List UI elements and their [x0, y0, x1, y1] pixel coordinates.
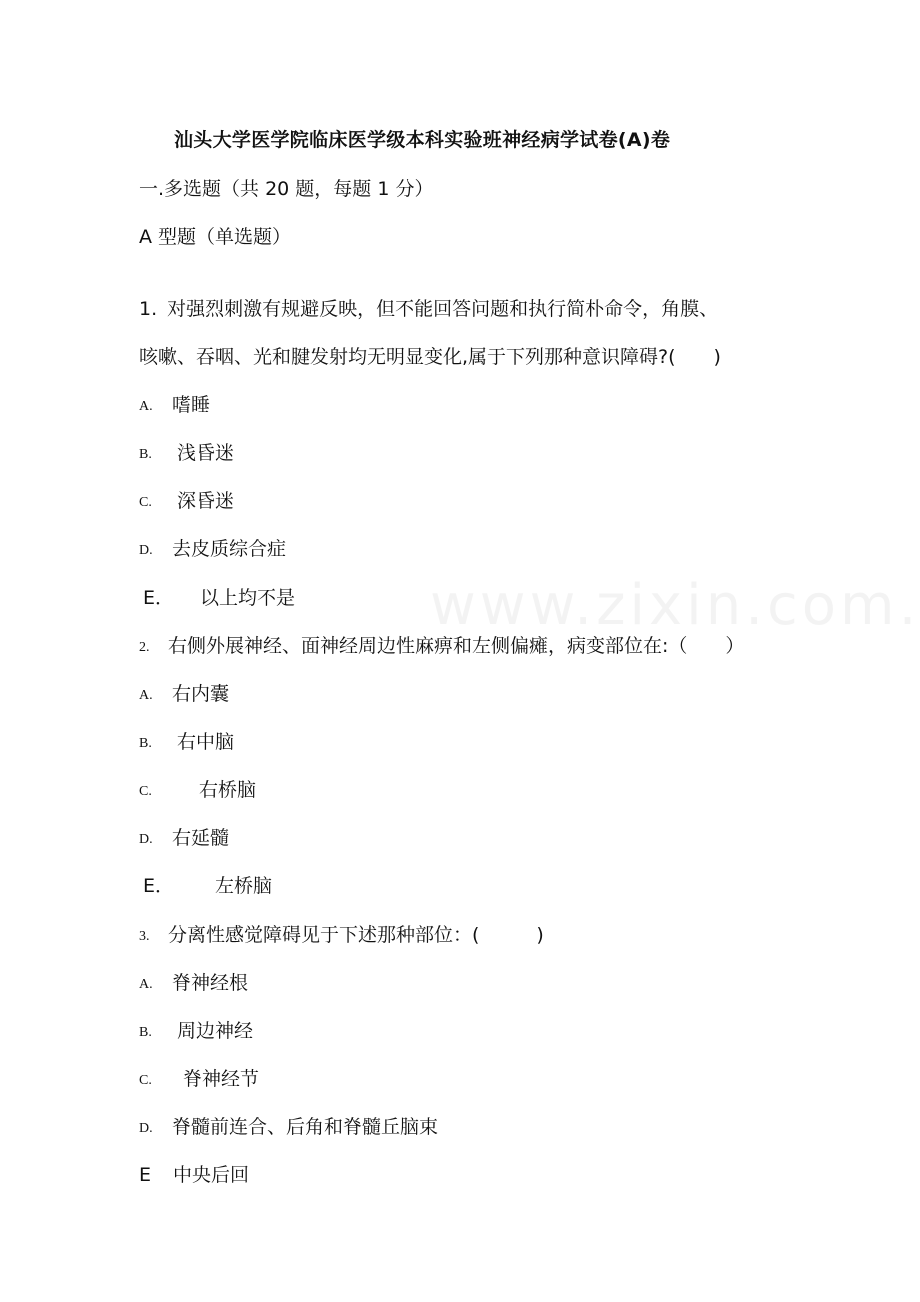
- question-2-line-1: [139, 633, 744, 661]
- option-item: [143, 585, 295, 611]
- option-item: [139, 681, 229, 709]
- option-item: [139, 777, 256, 805]
- option-item: [139, 1018, 253, 1046]
- option-text: 脊神经节: [183, 1068, 260, 1090]
- option-letter: A.: [139, 399, 153, 414]
- option-text: 脊神经根: [172, 972, 249, 994]
- option-text: 左桥脑: [215, 875, 273, 897]
- question-number: 2.: [139, 640, 150, 655]
- option-letter: C.: [139, 1073, 152, 1088]
- option-item: [139, 536, 286, 564]
- option-item: [139, 729, 234, 757]
- option-item: [139, 1114, 438, 1142]
- option-letter: D.: [139, 1121, 153, 1136]
- option-letter: D.: [139, 543, 153, 558]
- option-text: 右内囊: [172, 683, 230, 705]
- option-text: 中央后回: [173, 1164, 250, 1186]
- question-1-line-2: 咳嗽、吞咽、光和腱发射均无明显变化,属于下列那种意识障碍?( ): [139, 346, 721, 368]
- question-number: 1.: [139, 298, 158, 320]
- option-text: 以上均不是: [200, 587, 296, 609]
- option-item: [143, 873, 272, 899]
- question-number: 3.: [139, 929, 150, 944]
- option-item: [139, 488, 234, 516]
- watermark: [430, 573, 920, 638]
- option-item: [139, 970, 248, 998]
- question-1-line-1: [139, 296, 718, 322]
- option-text: 周边神经: [177, 1020, 254, 1042]
- option-text: 右桥脑: [199, 779, 257, 801]
- option-letter: C.: [139, 784, 152, 799]
- option-text: 嗜睡: [172, 394, 211, 416]
- option-letter: A.: [139, 688, 153, 703]
- option-letter: D.: [139, 832, 153, 847]
- option-item: [139, 392, 210, 420]
- option-item: [139, 1162, 249, 1188]
- subsection-heading: A 型题（单选题）: [139, 226, 292, 248]
- option-letter: B.: [139, 447, 152, 462]
- question-3-line-1: [139, 922, 544, 950]
- option-item: [139, 1066, 259, 1094]
- question-text: 分离性感觉障碍见于下述那种部位：( ): [168, 924, 544, 946]
- option-letter: E．: [143, 587, 175, 609]
- section-heading: 一.多选题（共 20 题，每题 1 分）: [139, 178, 434, 200]
- exam-title: 汕头大学医学院临床医学级本科实验班神经病学试卷(A)卷: [174, 129, 671, 151]
- option-letter: C.: [139, 495, 152, 510]
- option-text: 浅昏迷: [177, 442, 235, 464]
- option-text: 脊髓前连合、后角和脊髓丘脑束: [172, 1116, 439, 1138]
- option-text: 右延髓: [172, 827, 230, 849]
- option-item: [139, 825, 229, 853]
- option-letter: A.: [139, 977, 153, 992]
- option-text: 去皮质综合症: [172, 538, 287, 560]
- question-text: 对强烈刺激有规避反映，但不能回答问题和执行简朴命令，角膜、: [167, 298, 719, 320]
- option-item: [139, 440, 234, 468]
- question-text: 右侧外展神经、面神经周边性麻痹和左侧偏瘫，病变部位在:（ ）: [168, 635, 745, 657]
- option-letter: E．: [143, 875, 175, 897]
- option-letter: B.: [139, 1025, 152, 1040]
- option-text: 深昏迷: [177, 490, 235, 512]
- option-text: 右中脑: [177, 731, 235, 753]
- option-letter: E: [139, 1164, 152, 1186]
- option-letter: B.: [139, 736, 152, 751]
